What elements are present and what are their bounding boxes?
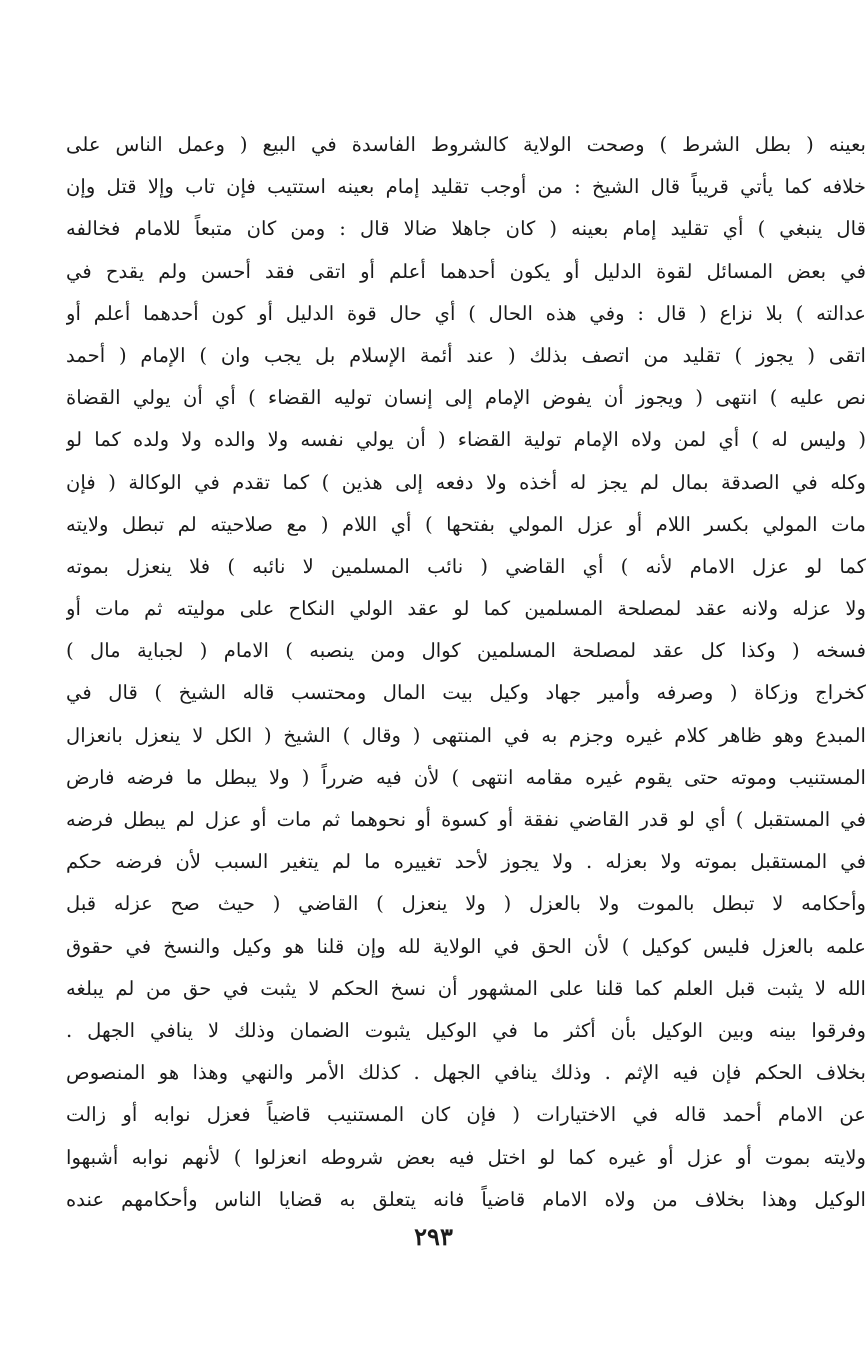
text-line: خلافه كما يأتي قريباً قال الشيخ : من أوجب تقليد إمام بعينه استتيب فإن تاب وإلا قتل وإن (66, 175, 866, 199)
page-number: ٢٩٣ (414, 1222, 453, 1251)
text-line: اتقى ( يجوز ) تقليد من اتصف بذلك ( عند أئمة الإسلام بل يجب وان ) الإمام ( أحمد (66, 343, 866, 367)
text-line: وأحكامه لا تبطل بالموت ولا بالعزل ( ولا ينعزل ) القاضي ( حيث صح عزله قبل (66, 892, 866, 916)
text-line: كخراج وزكاة ( وصرفه وأمير جهاد وكيل بيت المال ومحتسب قاله الشيخ ) قال في (66, 681, 866, 705)
text-line: بخلاف الحكم فإن فيه الإثم . وذلك ينافي الجهل . كذلك الأمر والنهي وهذا هو المنصوص (66, 1061, 866, 1085)
text-line: مات المولي بكسر اللام أو عزل المولي بفتحها ) أي اللام ( مع صلاحيته لم تبطل ولايته (66, 512, 866, 536)
body-text (66, 126, 866, 1223)
text-line: في بعض المسائل لقوة الدليل أو يكون أحدهما أعلم أو اتقى فقد أحسن ولم يقدح في (66, 259, 866, 283)
text-line: وفرقوا بينه وبين الوكيل بأن أكثر ما في الوكيل يثبوت الضمان وذلك لا ينافي الجهل . (66, 1018, 866, 1042)
text-line: ( وليس له ) أي لمن ولاه الإمام تولية القضاء ( أن يولي نفسه ولا والده ولا ولده كما لو (66, 428, 866, 452)
text-line: نص عليه ) انتهى ( ويجوز أن يفوض الإمام إلى إنسان توليه القضاء ) أي أن يولي القضاة (66, 386, 866, 410)
text-line: في المستقبل بموته ولا بعزله . ولا يجوز لأحد تغييره ما لم يتغير السبب لأن فرضه حكم (66, 850, 866, 874)
text-line: ولايته بموت أو عزل أو غيره كما لو اختل فيه بعض شروطه انعزلوا ) لأنهم نوابه أشبهوا (66, 1145, 866, 1169)
text-line: كما لو عزل الامام لأنه ) أي القاضي ( نائب المسلمين لا نائبه ) فلا ينعزل بموته (66, 554, 866, 578)
text-line: ولا عزله ولانه عقد لمصلحة المسلمين كما لو عقد الولي النكاح على موليته ثم مات أو (66, 597, 866, 621)
text-line: الله لا يثبت قبل العلم كما قلنا على المشهور أن نسخ الحكم لا يثبت في حق من لم يبلغه (66, 976, 866, 1000)
text-line: الوكيل وهذا بخلاف من ولاه الامام قاضياً فانه يتعلق به قضايا الناس وأحكامهم عنده (66, 1187, 866, 1211)
text-line: وكله في الصدقة بمال لم يجز له أخذه ولا دفعه إلى هذين ) كما تقدم في الوكالة ( فإن (66, 470, 866, 494)
text-line: عدالته ) بلا نزاع ( قال : وفي هذه الحال ) أي حال قوة الدليل أو كون أحدهما أعلم أو (66, 301, 866, 325)
text-line: بعينه ( بطل الشرط ) وصحت الولاية كالشروط الفاسدة في البيع ( وعمل الناس على (66, 133, 866, 156)
text-line: قال ينبغي ) أي تقليد إمام بعينه ( كان جاهلا ضالا قال : ومن كان متبعاً للامام فخالفه (66, 217, 866, 241)
text-line: فسخه ( وكذا كل عقد لمصلحة المسلمين كوال ومن ينصبه ) الامام ( لجباية مال ) (66, 639, 866, 663)
text-line: المبدع وهو ظاهر كلام غيره وجزم به في المنتهى ( وقال ) الشيخ ( الكل لا ينعزل بانعزال (66, 723, 866, 747)
text-line: في المستقبل ) أي لو قدر القاضي نفقة أو كسوة أو نحوهما ثم مات أو عزل لم يبطل فرضه (66, 808, 866, 831)
text-line: علمه بالعزل فليس كوكيل ) لأن الحق في الولاية لله وإن قلنا هو وكيل والنسخ في حقوق (66, 934, 866, 958)
text-line: عن الامام أحمد قاله في الاختيارات ( فإن كان المستنيب قاضياً فعزل نوابه أو زالت (66, 1103, 866, 1127)
text-line: المستنيب وموته حتى يقوم غيره مقامه انتهى ) لأن فيه ضرراً ( ولا يبطل ما فرضه فارض (66, 765, 866, 789)
